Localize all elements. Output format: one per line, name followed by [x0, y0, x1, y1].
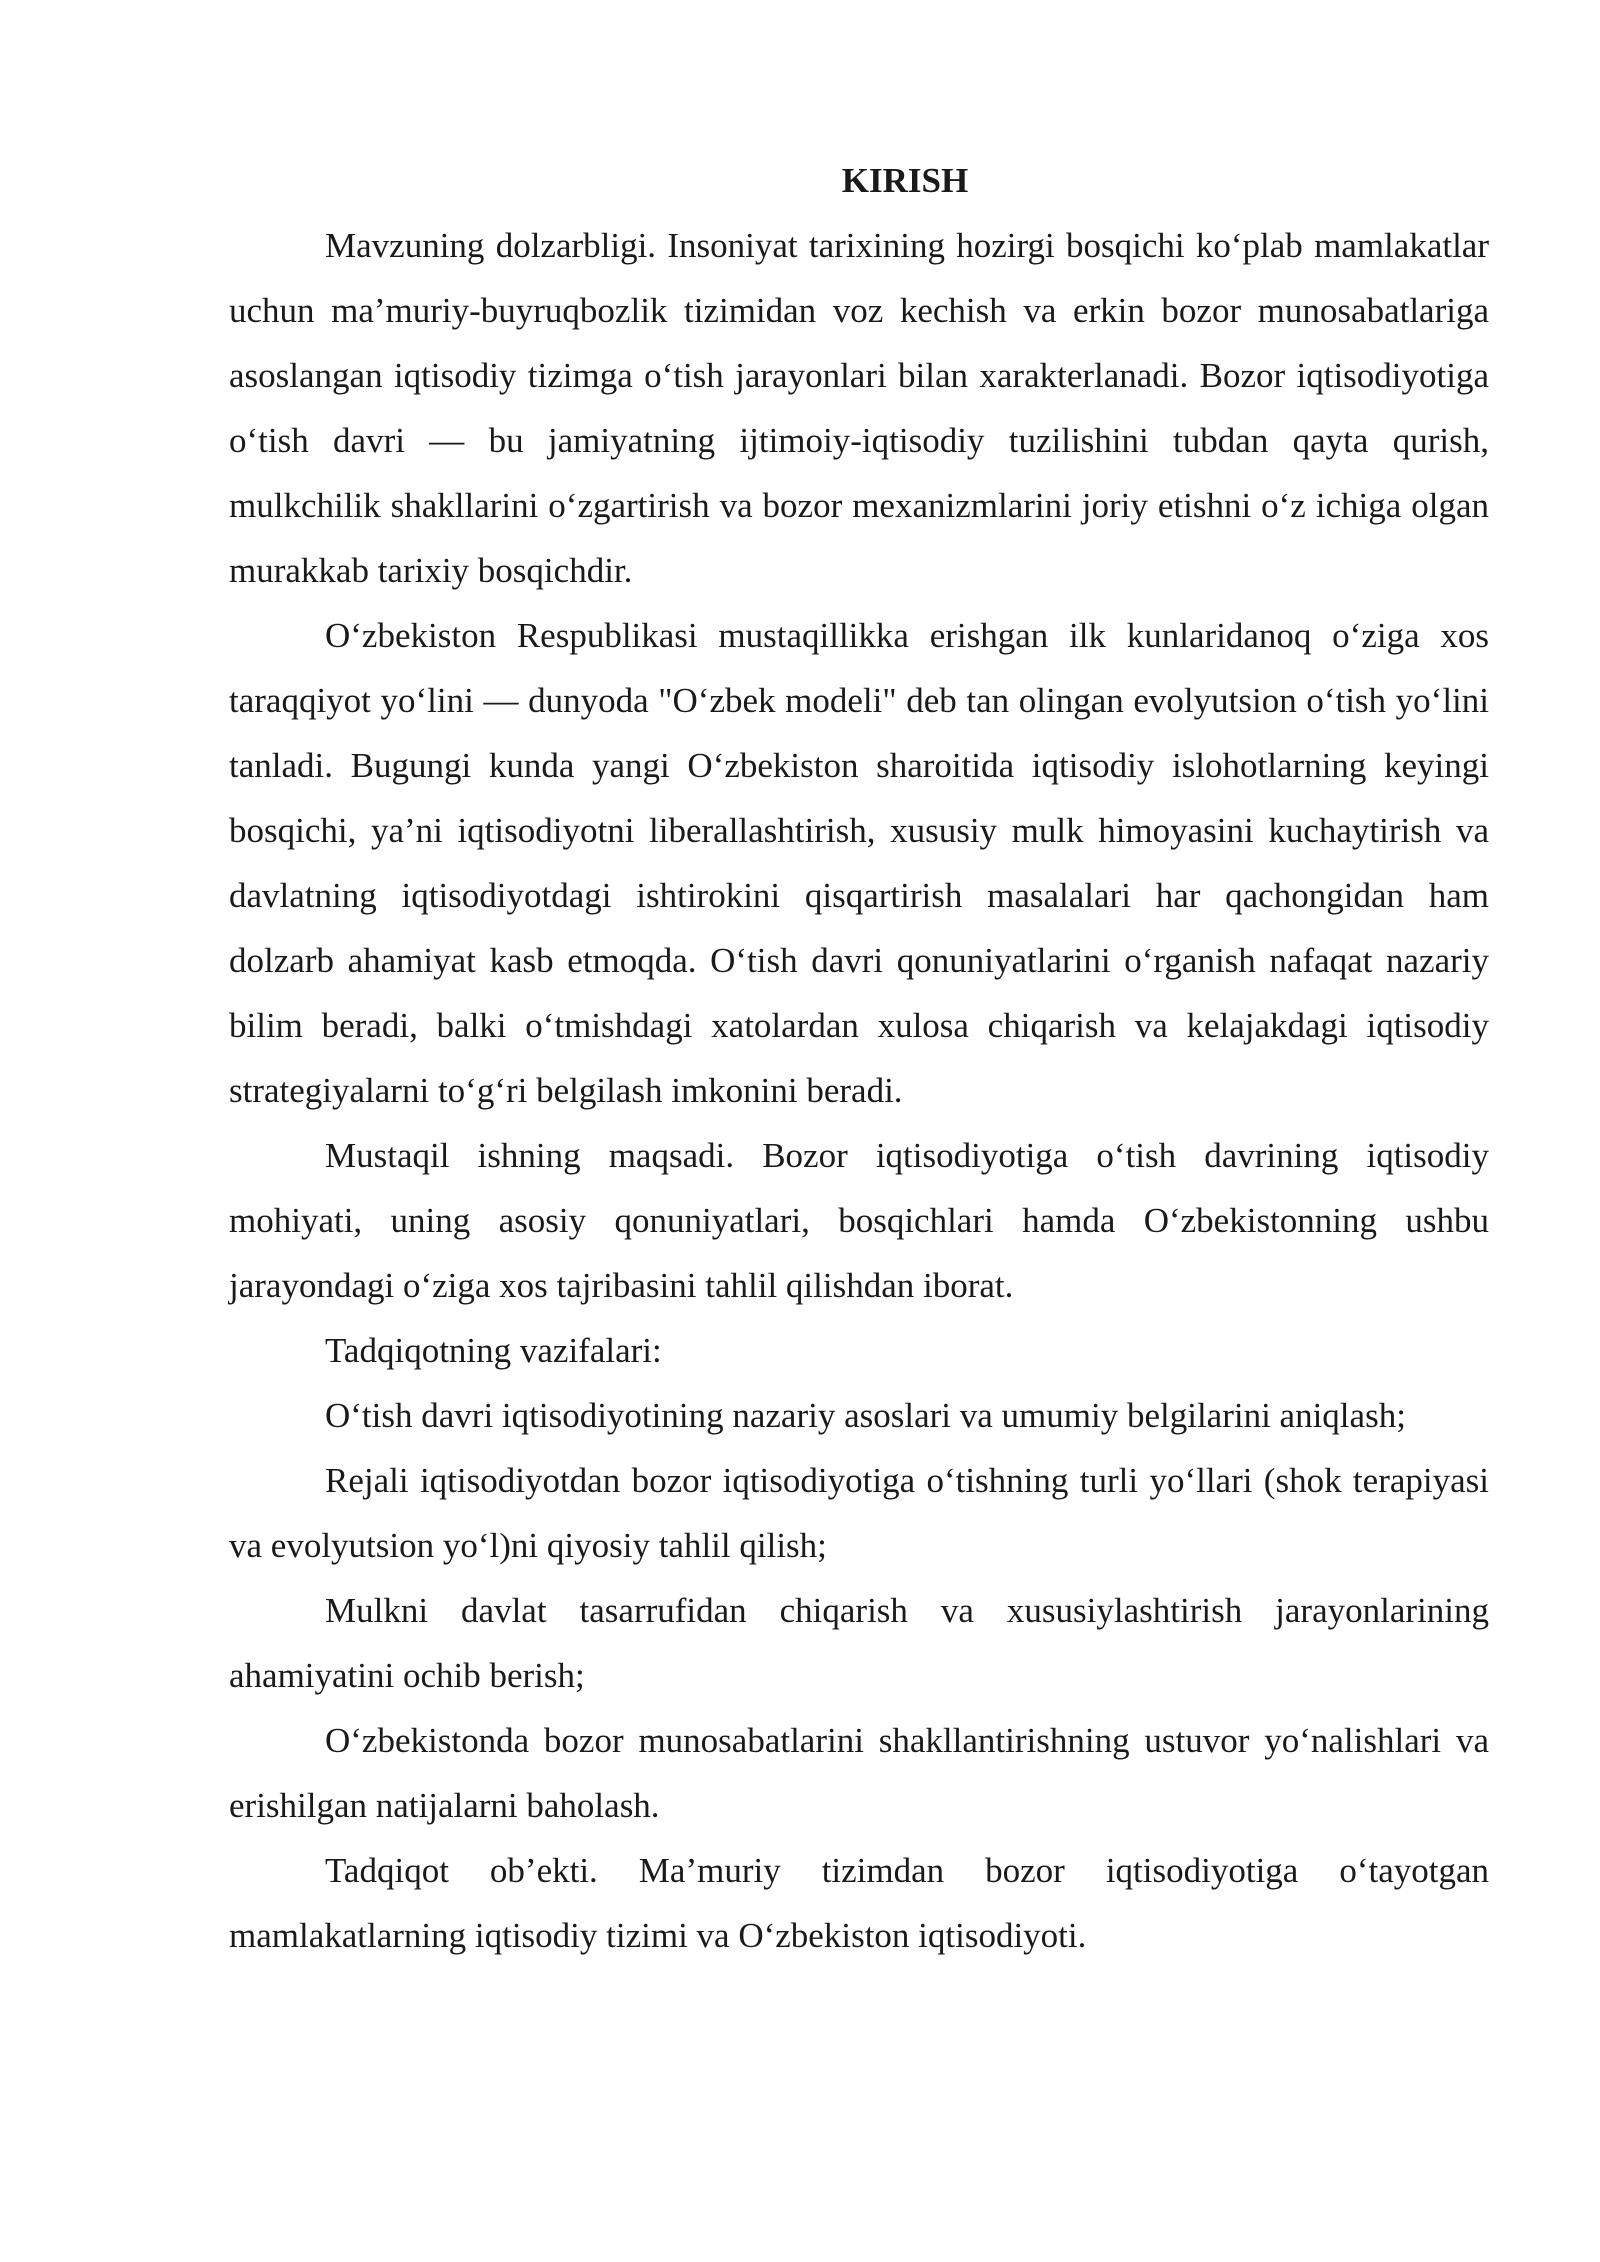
task-item: Rejali iqtisodiyotdan bozor iqtisodiyotiga o‘tishning turli yo‘llari (shok terapiyasi va evolyutsion yo‘l)ni qiyosiy tahlil qilish; — [229, 1461, 1489, 1565]
task-item: O‘tish davri iqtisodiyotining nazariy asoslari va umumiy belgilarini aniqlash; — [325, 1396, 1406, 1435]
paragraph-relevance: Mavzuning dolzarbligi. Insoniyat tarixining hozirgi bosqichi ko‘plab mamlakatlar uchun ma’muriy-buyruqbozlik tizimidan voz kechish va erkin bozor munosabatlariga asoslangan iqtisodiy tizimga o‘tish jarayonlari bilan xarakterlanadi. Bozor iqtisodiyotiga o‘tish davri — bu jamiyatning ijtimoiy-iqtisodiy tuzilishini tubdan qayta qurish, mulkchilik shakllarini o‘zgartirish va bozor mexanizmlarini joriy etishni o‘z ichiga olgan murakkab tarixiy bosqichdir. — [229, 226, 1489, 590]
paragraph-tasks-heading: Tadqiqotning vazifalari: — [325, 1331, 662, 1370]
paragraph-goal: Mustaqil ishning maqsadi. Bozor iqtisodiyotiga o‘tish davrining iqtisodiy mohiyati, uning asosiy qonuniyatlari, bosqichlari hamda O‘zbekistonning ushbu jarayondagi o‘ziga xos tajribasini tahlil qilishdan iborat. — [229, 1136, 1489, 1305]
paragraph-research-object: Tadqiqot ob’ekti. Ma’muriy tizimdan bozor iqtisodiyotiga o‘tayotgan mamlakatlarning iqtisodiy tizimi va O‘zbekiston iqtisodiyoti. — [229, 1851, 1489, 1955]
task-item: O‘zbekistonda bozor munosabatlarini shakllantirishning ustuvor yo‘nalishlari va erishilgan natijalarni baholash. — [229, 1721, 1489, 1825]
section-title: KIRISH — [841, 161, 969, 200]
task-item: Mulkni davlat tasarrufidan chiqarish va xususiylashtirish jarayonlarining ahamiyatini ochib berish; — [229, 1591, 1489, 1695]
document-body — [229, 148, 1489, 1968]
paragraph-uzbek-model: O‘zbekiston Respublikasi mustaqillikka erishgan ilk kunlaridanoq o‘ziga xos taraqqiyot yo‘lini — dunyoda "O‘zbek modeli" deb tan olingan evolyutsion o‘tish yo‘lini tanladi. Bugungi kunda yangi O‘zbekiston sharoitida iqtisodiy islohotlarning keyingi bosqichi, ya’ni iqtisodiyotni liberallashtirish, xususiy mulk himoyasini kuchaytirish va davlatning iqtisodiyotdagi ishtirokini qisqartirish masalalari har qachongidan ham dolzarb ahamiyat kasb etmoqda. O‘tish davri qonuniyatlarini o‘rganish nafaqat nazariy bilim beradi, balki o‘tmishdagi xatolardan xulosa chiqarish va kelajakdagi iqtisodiy strategiyalarni to‘g‘ri belgilash imkonini beradi. — [229, 616, 1489, 1110]
